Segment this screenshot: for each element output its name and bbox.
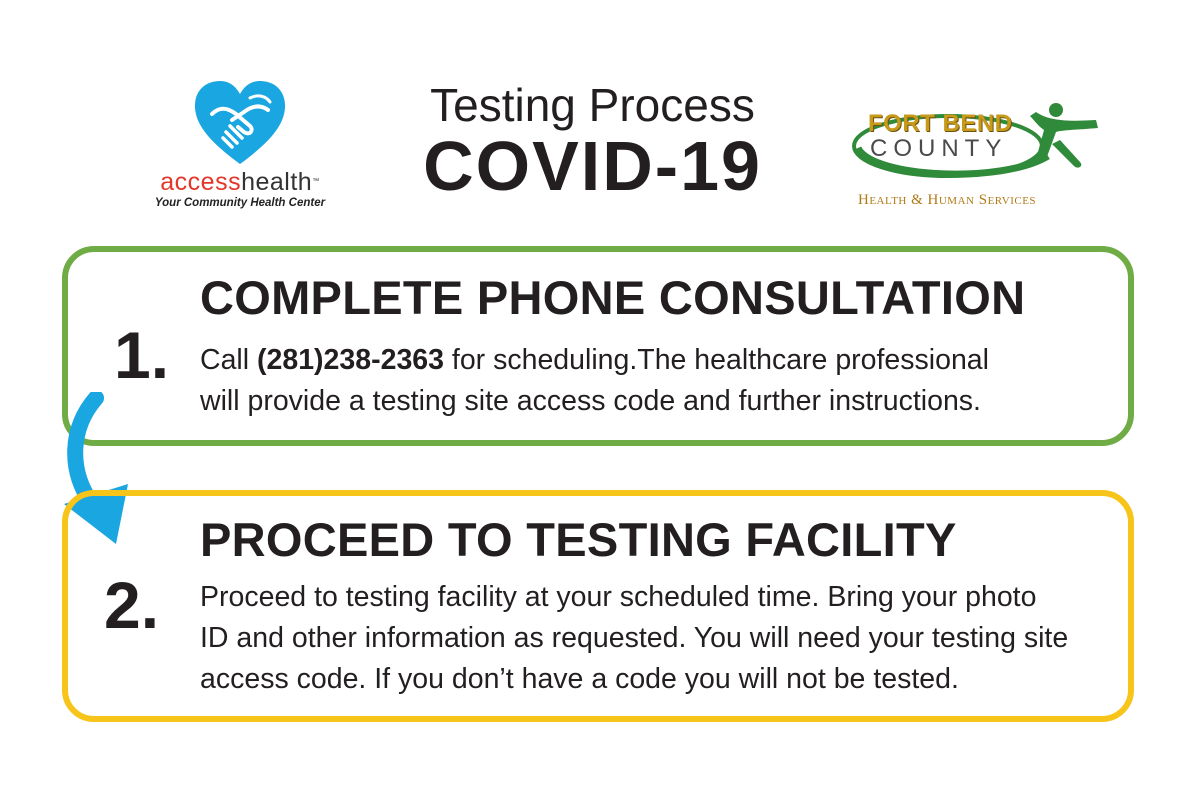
step-2-number: 2.: [104, 568, 160, 642]
step-1-body: [200, 340, 989, 422]
step-2-box: [62, 490, 1134, 722]
county-name-line2: COUNTY: [870, 135, 1008, 162]
brand-access: access: [160, 168, 242, 196]
step-1-number: 1.: [114, 318, 170, 392]
county-name-line1: FORT BEND: [868, 110, 1013, 137]
access-health-wordmark: [140, 168, 340, 196]
heart-handshake-icon: [192, 80, 288, 166]
step-2-body: [200, 577, 1068, 700]
title-covid-19: COVID-19: [423, 127, 762, 205]
step-2-heading: PROCEED TO TESTING FACILITY: [200, 513, 957, 566]
access-health-logo: [140, 80, 340, 215]
step-2-body-line3: access code. If you don’t have a code you will not be tested.: [200, 663, 959, 695]
phone-number: (281)238-2363: [257, 344, 444, 376]
step-1-heading: COMPLETE PHONE CONSULTATION: [200, 271, 1026, 324]
county-subtitle: Health & Human Services: [858, 192, 1037, 208]
fort-bend-county-logo: [852, 100, 1108, 216]
step-2-body-line2: ID and other information as requested. You will need your testing site: [200, 622, 1069, 654]
access-health-tagline: Your Community Health Center: [154, 197, 326, 209]
page-title: [395, 79, 790, 205]
brand-health: health: [241, 168, 313, 196]
step-1-body-line1: [200, 340, 989, 381]
step-1-body-line2: will provide a testing site access code and further instructions.: [200, 385, 981, 417]
step-1-call-text: Call: [200, 344, 258, 376]
step-1-box: [62, 246, 1134, 446]
step-1-line1-suffix: for scheduling.The healthcare professional: [444, 344, 989, 376]
step-2-body-line1: Proceed to testing facility at your scheduled time. Bring your photo: [200, 581, 1037, 613]
trademark: ™: [312, 178, 320, 185]
title-testing-process: Testing Process: [430, 79, 755, 131]
